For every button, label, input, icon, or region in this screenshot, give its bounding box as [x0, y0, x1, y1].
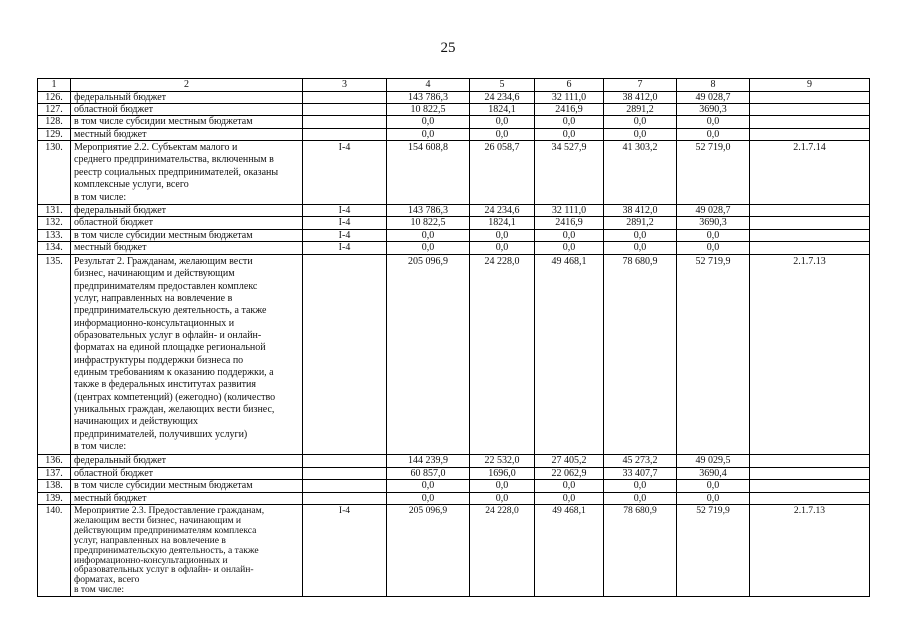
header-col-8: 8 — [676, 78, 750, 92]
row-134-label — [70, 241, 303, 255]
row-127-value-col-4: 10 822,5 — [386, 103, 470, 116]
row-128-code — [302, 115, 387, 129]
row-140-value-col-4: 205 096,9 — [386, 504, 470, 597]
header-col-6: 6 — [534, 78, 604, 92]
row-130-value-col-8: 52 719,0 — [676, 140, 750, 205]
row-132-code: I-4 — [302, 216, 387, 230]
row-126-value-col-5: 24 234,6 — [469, 91, 535, 104]
row-128-value-col-7: 0,0 — [603, 115, 677, 129]
row-140-value-col-5: 24 228,0 — [469, 504, 535, 597]
row-137-value-col-4: 60 857,0 — [386, 467, 470, 480]
row-138-number: 138. — [37, 479, 71, 493]
row-137-value-col-6: 22 062,9 — [534, 467, 604, 480]
row-131-number: 131. — [37, 204, 71, 217]
row-135-label-line: единым требованиям к оказанию поддержки, а — [74, 367, 274, 379]
row-137-value-col-8: 3690,4 — [676, 467, 750, 480]
row-130-ref: 2.1.7.14 — [749, 140, 870, 205]
row-133-label-line: в том числе субсидии местным бюджетам — [74, 230, 253, 241]
row-137-value-col-7: 33 407,7 — [603, 467, 677, 480]
page-number: 25 — [440, 40, 456, 56]
row-138-label-line: в том числе субсидии местным бюджетам — [74, 480, 253, 491]
row-134-value-col-6: 0,0 — [534, 241, 604, 255]
row-140-label-line: форматах, всего — [74, 574, 140, 586]
row-138-code — [302, 479, 387, 493]
row-139-value-col-8: 0,0 — [676, 492, 750, 505]
row-130-label-line: Мероприятие 2.2. Субъектам малого и — [74, 142, 238, 153]
row-135-label-line: уникальных граждан, желающих вести бизнес, — [74, 404, 275, 416]
row-140-label-line: действующим предпринимателям комплекса — [74, 524, 257, 536]
row-129-value-col-5: 0,0 — [469, 128, 535, 141]
row-140-label-line: Мероприятие 2.3. Предоставление гражданам, — [74, 505, 265, 516]
row-135-label-line: начинающих и действующих — [74, 416, 199, 428]
row-136-label — [70, 454, 303, 468]
row-133-number: 133. — [37, 229, 71, 242]
row-140-label-line: в том числе: — [74, 584, 125, 596]
row-130-number: 130. — [37, 140, 71, 205]
row-127-label-line: областной бюджет — [74, 104, 154, 115]
row-140-label-line: желающим вести бизнес, начинающим и — [74, 514, 242, 526]
row-131-label-line: федеральный бюджет — [74, 205, 167, 216]
row-130-value-col-6: 34 527,9 — [534, 140, 604, 205]
row-137-value-col-5: 1696,0 — [469, 467, 535, 480]
row-139-value-col-6: 0,0 — [534, 492, 604, 505]
header-col-9: 9 — [749, 78, 870, 92]
row-134-value-col-8: 0,0 — [676, 241, 750, 255]
row-131-value-col-7: 38 412,0 — [603, 204, 677, 217]
header-col-7: 7 — [603, 78, 677, 92]
row-135-label-line: форматах на единой площадке региональной — [74, 342, 266, 354]
row-134-number: 134. — [37, 241, 71, 255]
row-136-number: 136. — [37, 454, 71, 468]
row-136-value-col-7: 45 273,2 — [603, 454, 677, 468]
row-127-value-col-5: 1824,1 — [469, 103, 535, 116]
row-135-number: 135. — [37, 254, 71, 455]
row-131-value-col-4: 143 786,3 — [386, 204, 470, 217]
row-133-value-col-8: 0,0 — [676, 229, 750, 242]
row-136-value-col-6: 27 405,2 — [534, 454, 604, 468]
row-139-value-col-5: 0,0 — [469, 492, 535, 505]
row-140-label-line: информационно-консультационных и — [74, 554, 228, 566]
row-140-label — [70, 504, 303, 597]
row-132-label-line: областной бюджет — [74, 217, 154, 228]
row-129-value-col-6: 0,0 — [534, 128, 604, 141]
row-133-value-col-7: 0,0 — [603, 229, 677, 242]
header-col-3: 3 — [302, 78, 387, 92]
header-col-1: 1 — [37, 78, 71, 92]
row-128-label — [70, 115, 303, 129]
row-138-value-col-6: 0,0 — [534, 479, 604, 493]
row-135-label-line: также в федеральных институтах развития — [74, 379, 257, 391]
row-136-value-col-5: 22 532,0 — [469, 454, 535, 468]
row-135-label-line: инфраструктуры поддержки бизнеса по — [74, 354, 244, 366]
row-137-number: 137. — [37, 467, 71, 480]
row-134-ref — [749, 241, 870, 255]
row-130-label-line: среднего предпринимательства, включенным в — [74, 154, 274, 166]
row-128-value-col-8: 0,0 — [676, 115, 750, 129]
row-135-label — [70, 254, 303, 455]
row-130-label-line: реестр социальных предпринимателей, оказаны — [74, 166, 279, 178]
row-138-value-col-5: 0,0 — [469, 479, 535, 493]
row-128-number: 128. — [37, 115, 71, 129]
row-138-value-col-7: 0,0 — [603, 479, 677, 493]
row-131-value-col-5: 24 234,6 — [469, 204, 535, 217]
row-131-value-col-8: 49 028,7 — [676, 204, 750, 217]
row-127-value-col-8: 3690,3 — [676, 103, 750, 116]
row-132-ref — [749, 216, 870, 230]
row-135-label-line: образовательных услуг в офлайн- и онлайн- — [74, 330, 262, 342]
row-134-label-line: местный бюджет — [74, 242, 147, 253]
row-138-value-col-4: 0,0 — [386, 479, 470, 493]
row-138-label — [70, 479, 303, 493]
header-col-5: 5 — [469, 78, 535, 92]
row-129-value-col-4: 0,0 — [386, 128, 470, 141]
row-133-value-col-4: 0,0 — [386, 229, 470, 242]
row-130-label — [70, 140, 303, 205]
row-135-label-line: услуг, направленных на вовлечение в — [74, 293, 233, 305]
row-140-label-line: предпринимательскую деятельность, а также — [74, 544, 259, 556]
row-130-value-col-5: 26 058,7 — [469, 140, 535, 205]
row-134-code: I-4 — [302, 241, 387, 255]
row-132-value-col-7: 2891,2 — [603, 216, 677, 230]
row-136-value-col-4: 144 239,9 — [386, 454, 470, 468]
row-134-value-col-4: 0,0 — [386, 241, 470, 255]
row-136-code — [302, 454, 387, 468]
row-135-label-line: предпринимательскую деятельность, а также — [74, 305, 267, 317]
row-126-label-line: федеральный бюджет — [74, 92, 167, 103]
row-128-value-col-6: 0,0 — [534, 115, 604, 129]
row-127-value-col-6: 2416,9 — [534, 103, 604, 116]
row-140-number: 140. — [37, 504, 71, 597]
row-135-ref: 2.1.7.13 — [749, 254, 870, 455]
row-139-label-line: местный бюджет — [74, 493, 147, 504]
row-128-value-col-4: 0,0 — [386, 115, 470, 129]
row-133-value-col-5: 0,0 — [469, 229, 535, 242]
row-132-label — [70, 216, 303, 230]
row-131-code: I-4 — [302, 204, 387, 217]
row-126-value-col-7: 38 412,0 — [603, 91, 677, 104]
row-139-number: 139. — [37, 492, 71, 505]
row-135-label-line: Результат 2. Гражданам, желающим вести — [74, 256, 253, 267]
row-136-label-line: федеральный бюджет — [74, 455, 167, 466]
row-135-label-line: предпринимателей, получивших услуги) — [74, 428, 248, 440]
header-col-2: 2 — [70, 78, 303, 92]
row-138-value-col-8: 0,0 — [676, 479, 750, 493]
row-128-ref — [749, 115, 870, 129]
row-127-number: 127. — [37, 103, 71, 116]
row-135-code — [302, 254, 387, 455]
header-col-4: 4 — [386, 78, 470, 92]
row-130-code: I-4 — [302, 140, 387, 205]
row-135-value-col-6: 49 468,1 — [534, 254, 604, 455]
row-135-label-line: в том числе: — [74, 441, 127, 453]
row-140-label-line: услуг, направленных на вовлечение в — [74, 534, 226, 546]
row-132-value-col-8: 3690,3 — [676, 216, 750, 230]
row-135-value-col-5: 24 228,0 — [469, 254, 535, 455]
row-140-value-col-8: 52 719,9 — [676, 504, 750, 597]
row-132-number: 132. — [37, 216, 71, 230]
row-134-value-col-5: 0,0 — [469, 241, 535, 255]
row-138-ref — [749, 479, 870, 493]
row-133-value-col-6: 0,0 — [534, 229, 604, 242]
row-132-value-col-4: 10 822,5 — [386, 216, 470, 230]
row-126-value-col-4: 143 786,3 — [386, 91, 470, 104]
row-135-label-line: (центрах компетенций) (ежегодно) (количество — [74, 391, 276, 403]
row-137-label-line: областной бюджет — [74, 468, 154, 479]
row-128-value-col-5: 0,0 — [469, 115, 535, 129]
row-130-label-line: комплексные услуги, всего — [74, 179, 189, 191]
row-129-label-line: местный бюджет — [74, 129, 147, 140]
row-139-value-col-4: 0,0 — [386, 492, 470, 505]
row-129-value-col-7: 0,0 — [603, 128, 677, 141]
row-140-value-col-6: 49 468,1 — [534, 504, 604, 597]
row-130-value-col-4: 154 608,8 — [386, 140, 470, 205]
row-130-label-line: в том числе: — [74, 191, 127, 203]
row-133-code: I-4 — [302, 229, 387, 242]
row-135-value-col-8: 52 719,9 — [676, 254, 750, 455]
row-140-code: I-4 — [302, 504, 387, 597]
row-126-number: 126. — [37, 91, 71, 104]
row-140-label-line: образовательных услуг в офлайн- и онлайн- — [74, 564, 254, 576]
row-140-ref: 2.1.7.13 — [749, 504, 870, 597]
row-130-value-col-7: 41 303,2 — [603, 140, 677, 205]
row-129-value-col-8: 0,0 — [676, 128, 750, 141]
row-126-value-col-8: 49 028,7 — [676, 91, 750, 104]
row-132-value-col-5: 1824,1 — [469, 216, 535, 230]
row-126-value-col-6: 32 111,0 — [534, 91, 604, 104]
row-135-label-line: информационно-консультационных и — [74, 317, 235, 329]
row-140-value-col-7: 78 680,9 — [603, 504, 677, 597]
row-128-label-line: в том числе субсидии местным бюджетам — [74, 116, 253, 127]
row-132-value-col-6: 2416,9 — [534, 216, 604, 230]
row-135-label-line: предпринимателям предоставлен комплекс — [74, 280, 258, 292]
row-131-value-col-6: 32 111,0 — [534, 204, 604, 217]
row-129-number: 129. — [37, 128, 71, 141]
row-139-value-col-7: 0,0 — [603, 492, 677, 505]
row-136-value-col-8: 49 029,5 — [676, 454, 750, 468]
row-135-value-col-4: 205 096,9 — [386, 254, 470, 455]
row-135-label-line: бизнес, начинающим и действующим — [74, 268, 235, 280]
row-127-value-col-7: 2891,2 — [603, 103, 677, 116]
row-134-value-col-7: 0,0 — [603, 241, 677, 255]
row-136-ref — [749, 454, 870, 468]
row-135-value-col-7: 78 680,9 — [603, 254, 677, 455]
